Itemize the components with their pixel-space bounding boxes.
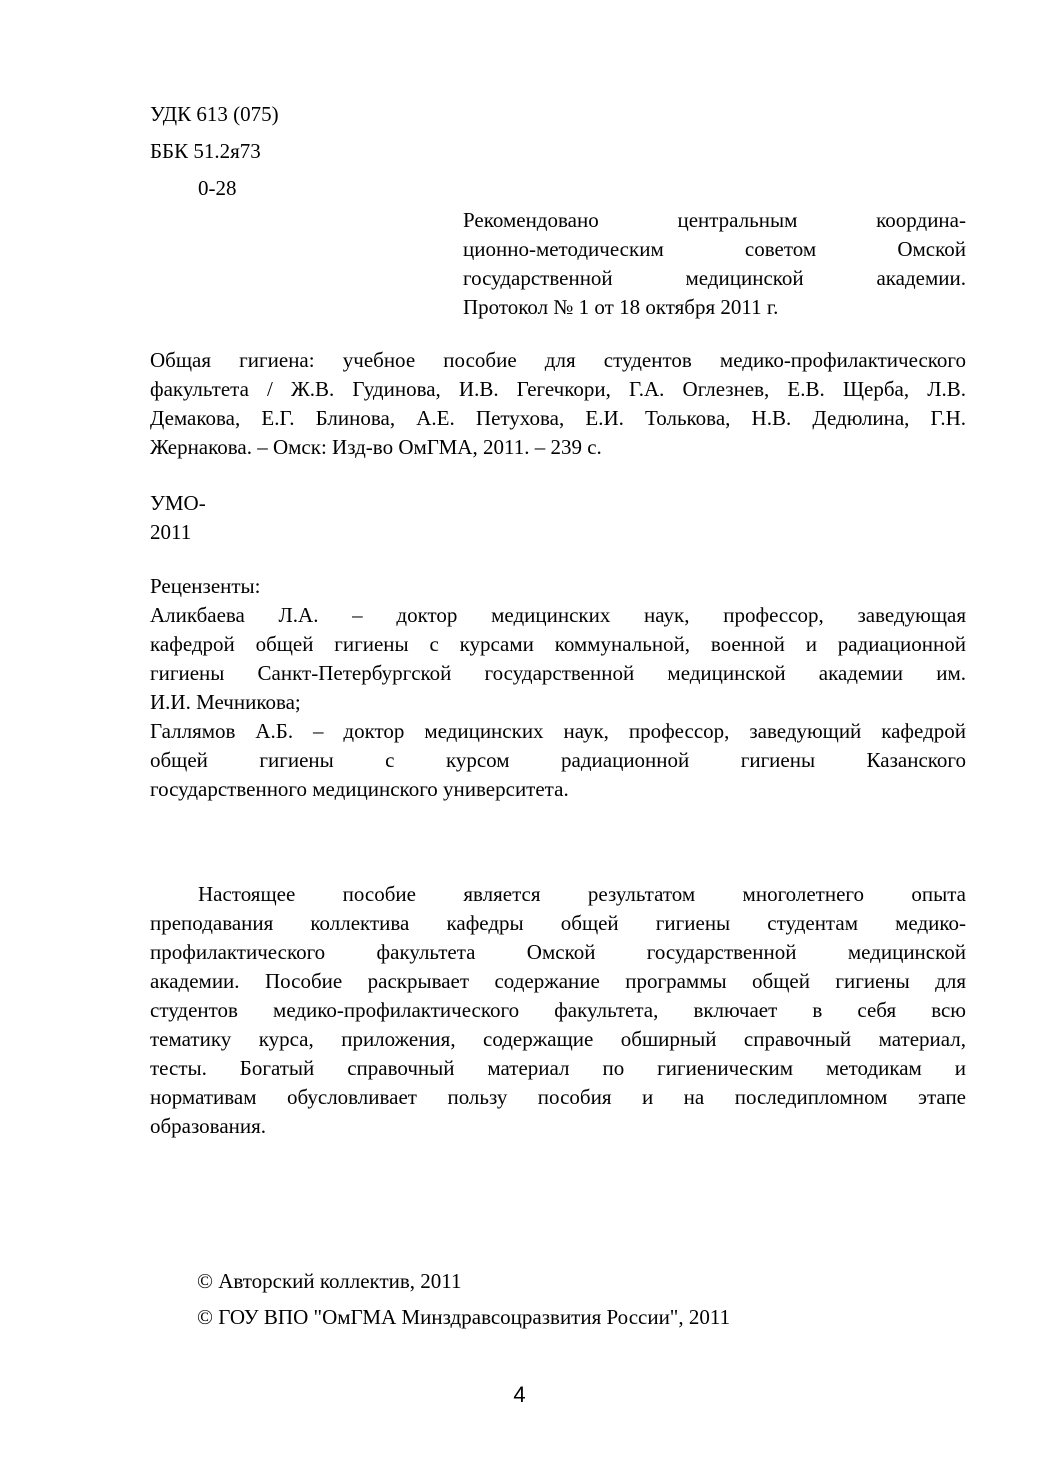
citation-line: Демакова, Е.Г. Блинова, А.Е. Петухова, Е.И. Толькова, Н.В. Дедюлина, Г.Н. [150, 406, 966, 430]
reviewer-line: кафедрой общей гигиены с курсами коммунальной, военной и радиационной [150, 632, 966, 656]
citation-line: Жернакова. – Омск: Изд-во ОмГМА, 2011. – 239 с. [150, 435, 602, 459]
umo-year: 2011 [150, 520, 192, 544]
copyright-authors: © Авторский коллектив, 2011 [197, 1269, 462, 1293]
annotation-line: тесты. Богатый справочный материал по гигиеническим методикам и [150, 1056, 966, 1080]
annotation-line: студентов медико-профилактического факультета, включает в себя всю [150, 998, 966, 1022]
annotation-line: образования. [150, 1114, 267, 1138]
reviewer-line: общей гигиены с курсом радиационной гигиены Казанского [150, 748, 966, 772]
copyright-block [197, 1267, 730, 1339]
reviewer-line: Аликбаева Л.А. – доктор медицинских наук, профессор, заведующая [150, 603, 966, 627]
recommendation-note [463, 206, 966, 322]
bbk-code: ББК 51.2я73 [150, 139, 261, 163]
annotation-line: Настоящее пособие является результатом многолетнего опыта [198, 882, 966, 906]
annotation-line: преподавания коллектива кафедры общей гигиены студентам медико- [150, 911, 966, 935]
umo-mark [150, 489, 206, 547]
classification-codes [150, 100, 279, 211]
recommendation-line: государственной медицинской академии. [463, 266, 966, 290]
umo-line: УМО- [150, 491, 206, 515]
recommendation-line: ционно-методическим советом Омской [463, 237, 966, 261]
reviewer-line: гигиены Санкт-Петербургской государственной медицинской академии им. [150, 661, 966, 685]
annotation-paragraph [150, 880, 966, 1141]
reviewer-line: И.И. Мечникова; [150, 690, 301, 714]
reviewers-section [150, 572, 966, 804]
page-number: 4 [513, 1382, 526, 1407]
annotation-line: академии. Пособие раскрывает содержание программы общей гигиены для [150, 969, 966, 993]
recommendation-line: Рекомендовано центральным координа- [463, 208, 966, 232]
annotation-line: тематику курса, приложения, содержащие обширный справочный материал, [150, 1027, 966, 1051]
annotation-line: нормативам обусловливает пользу пособия и на последипломном этапе [150, 1085, 966, 1109]
citation-line: Общая гигиена: учебное пособие для студентов медико-профилактического [150, 348, 966, 372]
udk-code: УДК 613 (075) [150, 102, 279, 126]
reviewers-heading: Рецензенты: [150, 574, 261, 598]
author-mark: 0-28 [198, 176, 237, 200]
citation-line: факультета / Ж.В. Гудинова, И.В. Гегечкори, Г.А. Оглезнев, Е.В. Щерба, Л.В. [150, 377, 966, 401]
copyright-institution: © ГОУ ВПО "ОмГМА Минздравсоцразвития России", 2011 [197, 1305, 731, 1329]
reviewer-line: государственного медицинского университета. [150, 777, 569, 801]
annotation-line: профилактического факультета Омской государственной медицинской [150, 940, 966, 964]
reviewer-line: Галлямов А.Б. – доктор медицинских наук, профессор, заведующий кафедрой [150, 719, 966, 743]
recommendation-line: Протокол № 1 от 18 октября 2011 г. [463, 295, 779, 319]
bibliographic-citation [150, 346, 966, 462]
